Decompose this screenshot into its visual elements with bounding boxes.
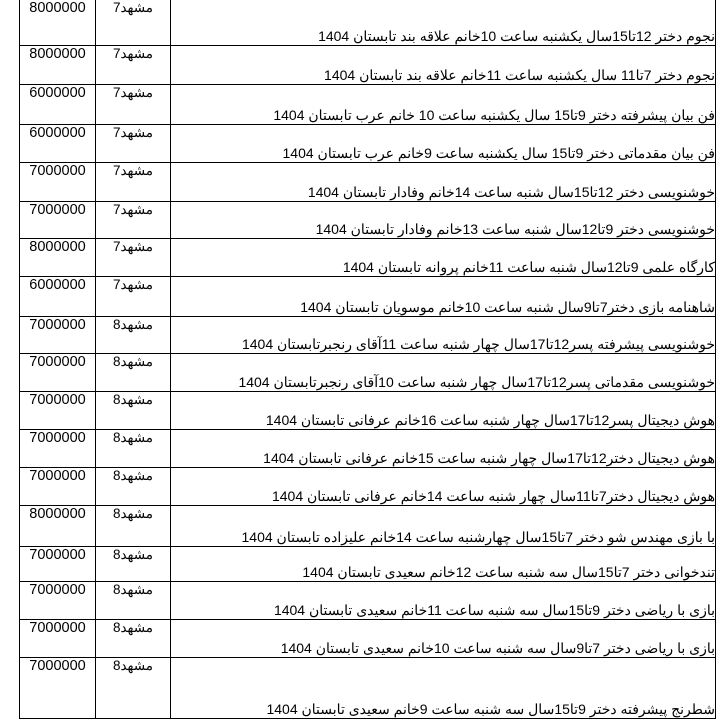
price-cell: 6000000 — [20, 277, 96, 317]
price-cell: 7000000 — [20, 392, 96, 430]
course-title-cell: خوشنویسی دختر 12تا15سال شنبه ساعت 14خانم وفادار تابستان 1404 — [171, 163, 716, 202]
branch-cell: مشهد7 — [96, 277, 171, 317]
branch-cell: مشهد7 — [96, 239, 171, 277]
price-cell: 7000000 — [20, 163, 96, 202]
price-cell: 7000000 — [20, 317, 96, 354]
course-title-cell: فن بیان مقدماتی دختر 9تا15 سال یکشنبه ساعت 9خانم عرب تابستان 1404 — [171, 125, 716, 163]
course-title-cell: هوش دیجیتال دختر7تا11سال چهار شنبه ساعت 14خانم عرفانی تابستان 1404 — [171, 468, 716, 506]
table-row — [20, 85, 716, 125]
course-title-cell: بازی با ریاضی دختر 9تا15سال سه شنبه ساعت 11خانم سعیدی تابستان 1404 — [171, 582, 716, 620]
course-title-cell: با بازی مهندس شو دختر 7تا15سال چهارشنبه ساعت 14خانم علیزاده تابستان 1404 — [171, 506, 716, 547]
table-row — [20, 317, 716, 354]
course-table — [19, 0, 716, 719]
table-row — [20, 582, 716, 620]
price-cell: 7000000 — [20, 354, 96, 392]
price-cell: 6000000 — [20, 125, 96, 163]
course-title-cell: هوش دیجیتال پسر12تا17سال چهار شنبه ساعت 16خانم عرفانی تابستان 1404 — [171, 392, 716, 430]
price-cell: 8000000 — [20, 506, 96, 547]
table-row — [20, 620, 716, 658]
price-cell: 8000000 — [20, 46, 96, 85]
price-cell: 7000000 — [20, 430, 96, 468]
course-title-cell: خوشنویسی مقدماتی پسر12تا17سال چهار شنبه ساعت 10آقای رنجبرتابستان 1404 — [171, 354, 716, 392]
course-title-cell: نجوم دختر 7تا11 سال یکشنبه ساعت 11خانم علاقه بند تابستان 1404 — [171, 46, 716, 85]
branch-cell: مشهد8 — [96, 620, 171, 658]
table-row — [20, 506, 716, 547]
price-cell: 7000000 — [20, 202, 96, 239]
table-row — [20, 125, 716, 163]
course-title-cell: فن بیان پیشرفته دختر 9تا15 سال یکشنبه ساعت 10 خانم عرب تابستان 1404 — [171, 85, 716, 125]
table-row — [20, 547, 716, 582]
price-cell: 7000000 — [20, 468, 96, 506]
table-row — [20, 354, 716, 392]
price-cell: 7000000 — [20, 547, 96, 582]
price-cell: 8000000 — [20, 239, 96, 277]
course-title-cell: تندخوانی دختر 7تا15سال سه شنبه ساعت 12خانم سعیدی تابستان 1404 — [171, 547, 716, 582]
branch-cell: مشهد8 — [96, 658, 171, 719]
table-row — [20, 0, 716, 46]
branch-cell: مشهد8 — [96, 506, 171, 547]
course-title-cell: نجوم دختر 12تا15سال یکشنبه ساعت 10خانم علاقه بند تابستان 1404 — [171, 0, 716, 46]
price-cell: 8000000 — [20, 0, 96, 46]
course-title-cell: شطرنج پیشرفته دختر 9تا15سال سه شنبه ساعت 9خانم سعیدی تابستان 1404 — [171, 658, 716, 719]
branch-cell: مشهد7 — [96, 163, 171, 202]
table-row — [20, 202, 716, 239]
course-title-cell: خوشنویسی پیشرفته پسر12تا17سال چهار شنبه ساعت 11آقای رنجبرتابستان 1404 — [171, 317, 716, 354]
course-title-cell: کارگاه علمی 9تا12سال شنبه ساعت 11خانم پروانه تابستان 1404 — [171, 239, 716, 277]
branch-cell: مشهد7 — [96, 85, 171, 125]
price-cell: 7000000 — [20, 658, 96, 719]
branch-cell: مشهد7 — [96, 46, 171, 85]
price-cell: 6000000 — [20, 85, 96, 125]
table-row — [20, 277, 716, 317]
table-body — [20, 0, 716, 719]
table-row — [20, 430, 716, 468]
branch-cell: مشهد7 — [96, 0, 171, 46]
table-row — [20, 392, 716, 430]
course-title-cell: خوشنویسی دختر 9تا12سال شنبه ساعت 13خانم وفادار تابستان 1404 — [171, 202, 716, 239]
price-cell: 7000000 — [20, 620, 96, 658]
price-cell: 7000000 — [20, 582, 96, 620]
branch-cell: مشهد8 — [96, 430, 171, 468]
branch-cell: مشهد8 — [96, 582, 171, 620]
table-row — [20, 658, 716, 719]
table-row — [20, 46, 716, 85]
branch-cell: مشهد8 — [96, 547, 171, 582]
branch-cell: مشهد8 — [96, 468, 171, 506]
table-row — [20, 163, 716, 202]
table-row — [20, 468, 716, 506]
table-row — [20, 239, 716, 277]
branch-cell: مشهد7 — [96, 202, 171, 239]
branch-cell: مشهد7 — [96, 125, 171, 163]
branch-cell: مشهد8 — [96, 354, 171, 392]
course-title-cell: بازی با ریاضی دختر 7تا9سال سه شنبه ساعت 10خانم سعیدی تابستان 1404 — [171, 620, 716, 658]
branch-cell: مشهد8 — [96, 392, 171, 430]
course-title-cell: شاهنامه بازی دختر7تا9سال شنبه ساعت 10خانم موسویان تابستان 1404 — [171, 277, 716, 317]
branch-cell: مشهد8 — [96, 317, 171, 354]
course-title-cell: هوش دیجیتال دختر12تا17سال چهار شنبه ساعت 15خانم عرفانی تابستان 1404 — [171, 430, 716, 468]
